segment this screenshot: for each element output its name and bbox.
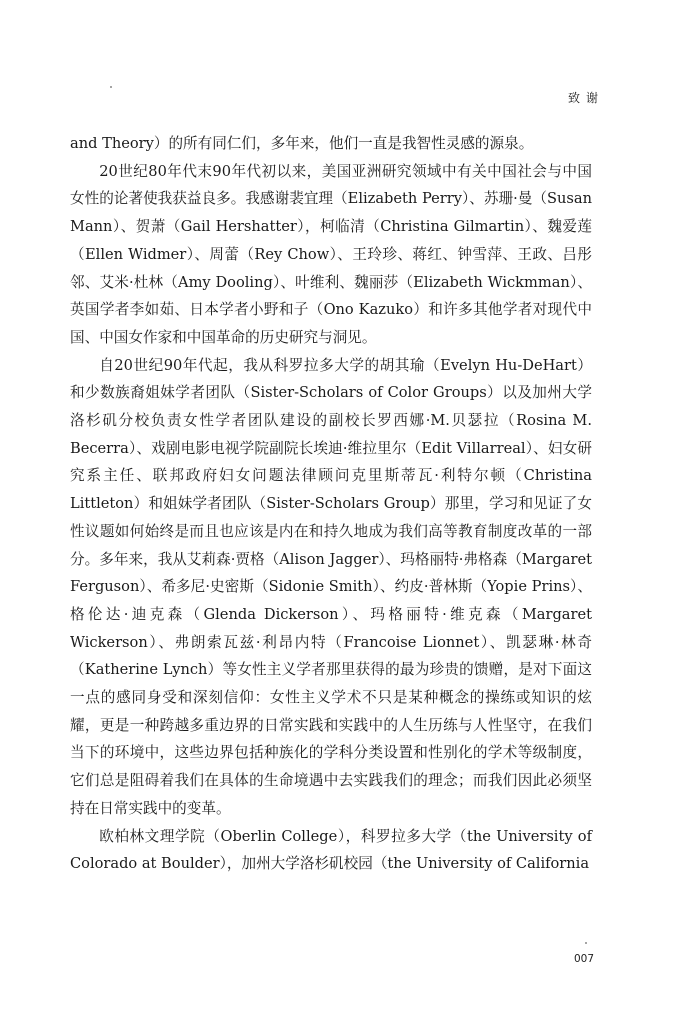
page-number: 007 (573, 953, 594, 965)
body-text (70, 130, 592, 878)
paragraph-continuation: and Theory）的所有同仁们，多年来，他们一直是我智性灵感的源泉。 (70, 135, 534, 152)
paragraph-institutions: 欧柏林文理学院（Oberlin College），科罗拉多大学（the University of Colorado at Boulder），加州大学洛杉矶校园（the University of California (70, 827, 592, 873)
paragraph-asian-studies: 20世纪80年代末90年代初以来，美国亚洲研究领域中有关中国社会与中国女性的论著使我获益良多。我感谢裴宜理（Elizabeth Perry）、苏珊·曼（Susan Mann）、贺萧（Gail Hershatter），柯临清（Christina Gilmartin）、魏爱莲（Ellen Widmer）、周蕾（Rey Chow）、王玲珍、蒋红、钟雪萍、王政、吕彤邻、艾米·杜林（Amy Dooling）、叶维利、魏丽莎（Elizabeth Wickmman）、英国学者李如茹、日本学者小野和子（Ono Kazuko）和许多其他学者对现代中国、中国女作家和中国革命的历史研究与洞见。 (70, 162, 592, 346)
scan-speck (110, 86, 112, 88)
running-head: 致谢 (567, 91, 604, 105)
paragraph-sister-scholars: 自20世纪90年代起，我从科罗拉多大学的胡其瑜（Evelyn Hu-DeHart）和少数族裔姐妹学者团队（Sister-Scholars of Color Groups）以及加州大学洛杉矶分校负责女性学者团队建设的副校长罗西娜·M.贝瑟拉（Rosina M. Becerra）、戏剧电影电视学院副院长埃迪·维拉里尔（Edit Villarreal）、妇女研究系主任、联邦政府妇女问题法律顾问克里斯蒂瓦·利特尔顿（Christina Littleton）和姐妹学者团队（Sister-Scholars Group）那里，学习和见证了女性议题如何始终是而且也应该是内在和持久地成为我们高等教育制度改革的一部分。多年来，我从艾莉森·贾格（Alison Jagger）、玛格丽特·弗格森（Margaret Ferguson）、希多尼·史密斯（Sidonie Smith）、约皮·普林斯（Yopie Prins）、格伦达·迪克森（Glenda Dickerson）、玛格丽特·维克森（Margaret Wickerson）、弗朗索瓦兹·利昂内特（Francoise Lionnet）、凯瑟琳·林奇（Katherine Lynch）等女性主义学者那里获得的最为珍贵的馈赠，是对下面这一点的感同身受和深刻信仰：女性主义学术不只是某种概念的操练或知识的炫耀，更是一种跨越多重边界的日常实践和实践中的人生历练与人性坚守，在我们当下的环境中，这些边界包括种族化的学科分类设置和性别化的学术等级制度，它们总是阻碍着我们在具体的生命境遇中去实践我们的理念；而我们因此必须坚持在日常实践中的变革。 (70, 356, 592, 817)
scan-speck (585, 942, 587, 944)
